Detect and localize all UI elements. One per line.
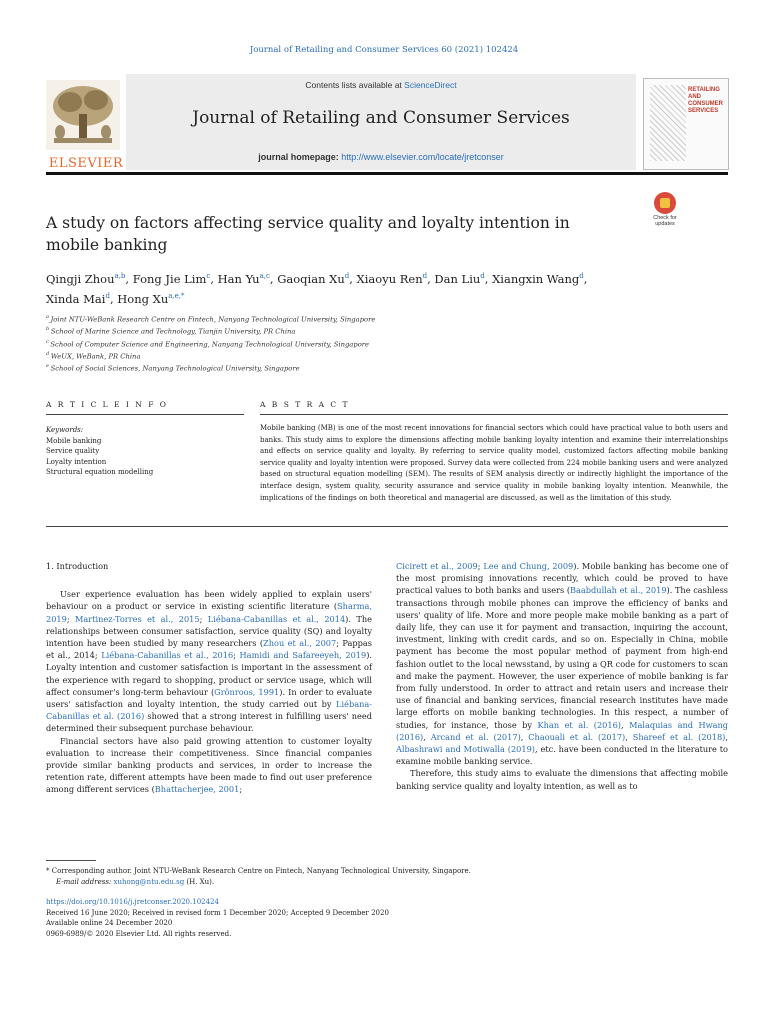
sciencedirect-link[interactable]: ScienceDirect: [404, 80, 457, 90]
cover-pattern: [650, 85, 686, 161]
body-text: ,: [520, 731, 529, 742]
author-affiliation-marker[interactable]: a,b: [114, 272, 126, 280]
citation-link[interactable]: Hamidi and Safareeyeh, 2019: [239, 650, 367, 661]
author-affiliation-marker[interactable]: c: [206, 272, 211, 280]
journal-citation[interactable]: Journal of Retailing and Consumer Services 60 (2021) 102424: [249, 45, 519, 55]
body-text: User experience evaluation has been widely applied to explain users' behaviour on a product or service in existing scientific literature (: [46, 589, 372, 612]
header-divider: [46, 172, 728, 175]
journal-title: Journal of Retailing and Consumer Services: [192, 108, 570, 128]
citation-link[interactable]: Khan et al. (2016): [537, 719, 622, 730]
received-dates: Received 16 June 2020; Received in revised form 1 December 2020; Accepted 9 December 2020: [46, 908, 389, 917]
doi-link[interactable]: https://doi.org/10.1016/j.jretconser.2020.102424: [46, 898, 219, 906]
body-text: ,: [625, 731, 633, 742]
author-name[interactable]: Dan Liu: [434, 271, 481, 286]
keywords-label: Keywords:: [46, 426, 84, 434]
affiliation-item: $^a$ Joint NTU-WeBank Research Centre on Fintech, Nanyang Technological University, Singapore: [46, 314, 376, 324]
check-for-updates-badge[interactable]: [648, 192, 682, 232]
body-text: ). Loyalty intention and customer satisfaction is important in the assessment of the experience with regard to shopping, product or service usage, which will affect consumer's long-term behaviour (: [46, 650, 372, 697]
article-title: A study on factors affecting service quality and loyalty intention in mobile banking: [46, 214, 570, 254]
citation-link[interactable]: Liébana-Cabanillas et al., 2014: [207, 613, 346, 624]
info-divider: [46, 414, 244, 415]
author-affiliation-marker[interactable]: a,e,*: [168, 291, 185, 300]
publisher-name: ELSEVIER: [48, 156, 124, 171]
author-name[interactable]: Xiaoyu Ren: [356, 271, 423, 286]
contents-prefix: Contents lists available at: [305, 80, 405, 90]
body-text: showed that a strong interest in fulfilling users' need determined their subsequent purchase behaviour.: [46, 711, 372, 734]
keyword-item: Loyalty intention: [46, 457, 107, 466]
abstract-text: Mobile banking (MB) is one of the most recent innovations for financial sectors which could have practical value to both users and banks. This study aims to explore the dimensions affecting mobile banking loyalty intention and examine their interrelationships and effects on service quality and loyalty. By referring to service quality model, customized factors affecting mobile banking service quality and loyalty intention were proposed. Survey data were collected from 224 mobile banking users and were analyzed based on structural equation modelling (SEM). The results of SEM analysis directly or indirectly highlight the importance of the interface design, system quality, security assurance and service quality in mobile banking loyalty intention. Meanwhile, the implications of the findings on both theoretical and managerial are discussed, as well as the limitation of this study.: [260, 424, 728, 502]
email-link[interactable]: xuhong@ntu.edu.sg: [113, 877, 185, 886]
journal-cover-thumbnail[interactable]: [643, 78, 729, 170]
affiliation-item: $^d$ WeUX, WeBank, PR China: [46, 350, 141, 361]
affiliation-item: $^e$ School of Social Sciences, Nanyang Technological University, Singapore: [46, 363, 300, 373]
body-text: Therefore, this study aims to evaluate the dimensions that affecting mobile banking service quality and loyalty intention, as well as to: [396, 768, 728, 791]
body-text: , etc. have been conducted in the literature to examine mobile banking service.: [396, 744, 728, 767]
body-text: ,: [621, 719, 630, 730]
homepage-label: journal homepage:: [258, 152, 342, 162]
crossmark-label: Check for updates: [653, 215, 677, 227]
footnote-divider: [46, 860, 96, 861]
body-text: ;: [239, 784, 243, 795]
author-list: Qingji Zhou$^{a,b}$, Fong Jie Lim$^c$, Han Yu$^{a,c}$, Gaoqian Xu$^d$, Xiaoyu Ren$^d$, Dan Liu$^d$, Xiangxin Wang$^d$, Xinda Mai$^d$, Hong $Xu^{a,e,*}$: [46, 271, 588, 306]
citation-link[interactable]: Liébana-Cabanillas et al. (2016): [46, 699, 372, 722]
body-paragraph: [46, 735, 372, 796]
author-name[interactable]: Xiangxin Wang: [492, 271, 580, 286]
keyword-item: Structural equation modelling: [46, 468, 154, 476]
author-affiliation-marker[interactable]: d: [480, 272, 485, 280]
author-name[interactable]: Gaoqian Xu: [277, 271, 345, 286]
author-name[interactable]: Han Yu: [217, 271, 260, 286]
citation-link[interactable]: Cicirett et al., 2009: [396, 561, 478, 571]
affiliation-list: [46, 312, 546, 373]
footnote: [46, 866, 728, 887]
email-label: E-mail address:: [56, 877, 114, 886]
body-column-right: [396, 560, 728, 792]
copyright: 0969-6989/© 2020 Elsevier Ltd. All rights reserved.: [46, 929, 232, 938]
author-affiliation-marker[interactable]: d: [579, 272, 584, 280]
elsevier-logo[interactable]: [46, 80, 126, 171]
citation-link[interactable]: Lee and Chung, 2009: [483, 561, 574, 571]
citation-link[interactable]: Malaquias and Hwang (2016): [396, 719, 728, 742]
body-text: ). The relationships between consumer satisfaction, service quality (SQ) and loyalty intention have been studied by many researchers (: [46, 613, 372, 649]
column-right-text: [396, 560, 728, 792]
affiliation-item: $^c$ School of Computer Science and Engineering, Nanyang Technological University, Singapore: [46, 338, 370, 348]
email-suffix: (H. Xu).: [184, 877, 215, 886]
citation-link[interactable]: Bhattacherjee, 2001: [154, 784, 240, 795]
body-text: ). In order to evaluate users' satisfaction and loyalty intention, the study carried out by: [46, 686, 372, 710]
keyword-item: Service quality: [46, 447, 100, 455]
crossmark-icon: [654, 192, 676, 214]
abstract-bottom-divider: [46, 526, 728, 527]
corresponding-author-note: * Corresponding author. Joint NTU-WeBank Research Centre on Fintech, Nanyang Technological University, Singapore.: [46, 867, 471, 875]
journal-homepage: [126, 152, 636, 162]
author-name[interactable]: Fong Jie Lim: [132, 271, 207, 286]
citation-link[interactable]: Martinez-Torres et al., 2015: [75, 613, 200, 624]
author-affiliation-marker[interactable]: d: [105, 291, 110, 300]
body-text: ;: [66, 613, 76, 624]
body-text: Financial sectors have also paid growing attention to customer loyalty evaluation to increase their competitiveness. Since financial companies provide similar banking products and services, in order to increase the retention rate, different attempts have been made to find out user preference among different services (: [46, 735, 372, 795]
body-text: ;: [477, 561, 484, 571]
keywords-block: [46, 425, 244, 478]
article-info-heading: A R T I C L E I N F O: [46, 400, 168, 409]
homepage-link[interactable]: http://www.elsevier.com/locate/jretconser: [341, 152, 504, 162]
citation-link[interactable]: Zhou et al., 2007: [263, 638, 337, 649]
citation-link[interactable]: Arcand et al. (2017): [430, 731, 521, 742]
body-text: ;: [233, 650, 240, 661]
abstract-heading: A B S T R A C T: [260, 400, 350, 409]
author-affiliation-marker[interactable]: a,c: [259, 272, 270, 280]
section-heading: 1. Introduction: [46, 561, 109, 571]
author-affiliation-marker[interactable]: d: [344, 272, 350, 280]
tree-icon: [46, 80, 120, 150]
body-paragraph: [396, 767, 728, 791]
body-text: ). Mobile banking has become one of the most promising innovations recently, which could be proved to have practical values to both banks and users (: [396, 561, 728, 596]
author-name[interactable]: Qingji Zhou: [46, 271, 115, 286]
citation-link[interactable]: Liébana-Cabanillas et al., 2016: [101, 650, 234, 661]
abstract-divider: [260, 414, 728, 415]
body-text: ). The cashless transactions through mobile phones can improve the efficiency of banks and users' quality of life. More and more people make mobile banking as a part of daily life, they can use it for payment and transaction, inquiring the account, investment, linking with credit cards, and so on. Especially in China, mobile payment has become the most popular method of payment from high-end fashion outlet to the local newsstand, by using a QR code for customers to scan and make the payment. However, the user experience of mobile banking is far from fully understood. In order to attract and retain users and increase their use of financial and banking services, financial research institutes have made large efforts on mobile banking technologies. In this respect, a number of studies, for instance, those by: [396, 585, 728, 730]
author-name[interactable]: Hong Xu: [117, 291, 169, 306]
column-left-text: [46, 588, 372, 795]
email-line: [46, 877, 728, 888]
citation-link[interactable]: Albashrawi and Motiwalla (2019): [396, 744, 536, 755]
available-online: Available online 24 December 2020: [46, 919, 173, 927]
cover-title: RETAILING AND CONSUMER SERVICES: [688, 87, 724, 114]
body-text: ;: [199, 613, 208, 624]
contents-line: [126, 80, 636, 90]
affiliation-item: $^b$ School of Marine Science and Technology, Tianjin University, PR China: [46, 326, 296, 336]
author-affiliation-marker[interactable]: d: [422, 272, 428, 280]
body-column-left: [46, 560, 372, 796]
citation-link[interactable]: Chaouali et al. (2017): [528, 731, 626, 742]
keyword-item: Mobile banking: [46, 436, 102, 445]
citation-link[interactable]: Sharma, 2019: [46, 601, 372, 624]
body-text: ; Pappas et al., 2014;: [46, 638, 372, 661]
body-paragraph: [46, 588, 372, 734]
author-name[interactable]: Xinda Mai: [46, 291, 106, 306]
body-text: ,: [725, 731, 728, 742]
publication-info: [46, 897, 728, 939]
citation-link[interactable]: Grönroos, 1991: [214, 686, 280, 697]
citation-link[interactable]: Shareef et al. (2018): [632, 731, 726, 742]
citation-link[interactable]: Baabdullah et al., 2019: [570, 585, 667, 596]
body-text: ,: [423, 731, 431, 742]
body-paragraph: [396, 560, 728, 767]
